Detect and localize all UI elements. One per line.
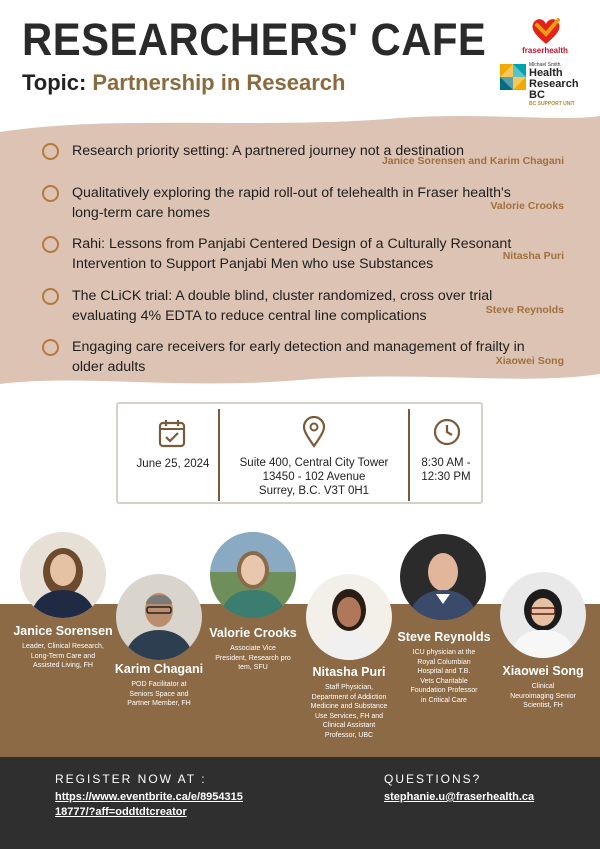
speaker-photo	[500, 572, 586, 658]
event-info-box	[116, 402, 483, 504]
bullet-circle-icon	[42, 288, 59, 305]
questions-email-link[interactable]: stephanie.u@fraserhealth.ca	[384, 791, 535, 803]
event-location: Suite 400, Central City Tower 13450 - 102 Avenue Surrey, B.C. V3T 0H1	[239, 457, 389, 497]
talk-item	[42, 286, 572, 328]
speaker-name: Steve Reynolds	[397, 630, 491, 644]
talk-title: Engaging care receivers for early detection and management of frailty in older adults	[72, 339, 525, 375]
talk-title: Rahi: Lessons from Panjabi Centered Design of a Culturally Resonant Intervention to Support Panjabi Men who use Substances	[72, 236, 512, 272]
hr-small-text: Michael Smith	[529, 62, 561, 68]
speaker-photo	[20, 532, 106, 618]
sponsor-logos	[500, 16, 590, 106]
clock-icon	[433, 418, 461, 446]
speaker-name: Karim Chagani	[114, 662, 204, 676]
talk-speaker: Nitasha Puri	[502, 250, 564, 262]
topic-value: Partnership in Research	[92, 70, 346, 95]
fraserhealth-mark-icon	[526, 16, 566, 46]
fraserhealth-text: fraserhealth	[522, 46, 568, 55]
speaker-photo	[400, 534, 486, 620]
page-title: RESEARCHERS' CAFE	[22, 14, 487, 65]
talk-title: Research priority setting: A partnered journey not a destination	[72, 143, 464, 159]
talk-item	[42, 234, 572, 276]
avatar-icon	[400, 534, 486, 620]
avatar-icon	[116, 574, 202, 660]
speaker-photo	[210, 532, 296, 618]
speaker-role: Associate Vice President, Research pro tem, SFU	[215, 645, 291, 671]
speaker-photo	[306, 574, 392, 660]
speaker-role: Staff Physician, Department of Addiction Medicine and Substance Use Services, FH and Clinical Assistant Professor, UBC	[310, 684, 388, 739]
talk-item	[42, 183, 572, 225]
speaker-role: POD Facilitator at Seniors Space and Partner Member, FH	[127, 681, 191, 707]
bullet-circle-icon	[42, 236, 59, 253]
location-column	[222, 404, 406, 502]
speaker-role: Leader, Clinical Research, Long-Term Care and Assisted Living, FH	[22, 643, 104, 669]
hr-unit: BC SUPPORT UNIT	[529, 101, 575, 107]
speaker-name: Xiaowei Song	[502, 664, 584, 678]
avatar-icon	[500, 572, 586, 658]
speaker-name: Nitasha Puri	[312, 665, 386, 679]
event-time: 8:30 AM - 12:30 PM	[421, 457, 471, 483]
healthresearch-text	[529, 62, 593, 107]
footer	[0, 757, 600, 849]
talk-speaker: Steve Reynolds	[485, 304, 564, 316]
speaker-role: ICU physician at the Royal Columbian Hospital and T.B. Vets Charitable Foundation Professor in Critical Care	[410, 649, 478, 704]
divider	[218, 409, 220, 501]
bullet-circle-icon	[42, 143, 59, 160]
avatar-icon	[210, 532, 296, 618]
bullet-circle-icon	[42, 185, 59, 202]
avatar-icon	[306, 574, 392, 660]
speaker-role: Clinical Neuroimaging Senior Scientist, FH	[510, 683, 576, 709]
talk-speaker: Xiaowei Song	[495, 355, 564, 367]
date-column	[118, 404, 218, 502]
avatar-icon	[20, 532, 106, 618]
register-label: REGISTER NOW AT :	[55, 772, 207, 786]
talk-item	[42, 337, 572, 379]
talk-item	[42, 141, 572, 173]
register-link[interactable]: https://www.eventbrite.ca/e/8954315 18777/?aff=oddtdtcreator	[55, 791, 243, 818]
healthresearch-mark-icon	[500, 64, 526, 90]
speaker-name: Valorie Crooks	[209, 626, 297, 640]
questions-label: QUESTIONS?	[384, 772, 482, 786]
topic-line	[22, 70, 345, 96]
event-date: June 25, 2024	[136, 458, 210, 470]
talk-title: Qualitatively exploring the rapid roll-out of telehealth in Fraser health's long-term care homes	[72, 185, 511, 221]
calendar-icon	[158, 418, 186, 448]
speaker-photo	[116, 574, 202, 660]
talk-speaker: Janice Sorensen and Karim Chagani	[381, 155, 564, 167]
time-column	[410, 404, 482, 502]
bullet-circle-icon	[42, 339, 59, 356]
talk-speaker: Valorie Crooks	[490, 200, 564, 212]
talk-title: The CLiCK trial: A double blind, cluster randomized, cross over trial evaluating 4% EDTA to reduce central line complications	[72, 288, 493, 324]
hr-line2: Research BC	[529, 78, 579, 101]
topic-label: Topic:	[22, 70, 87, 95]
speaker-name: Janice Sorensen	[13, 624, 113, 638]
location-pin-icon	[302, 416, 326, 448]
hr-line1: Health	[529, 67, 563, 79]
